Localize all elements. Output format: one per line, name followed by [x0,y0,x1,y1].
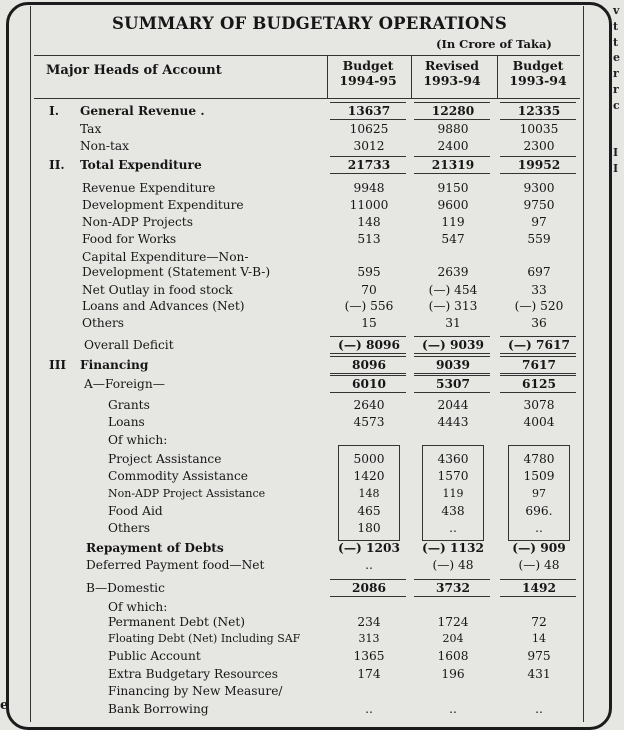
value-cell: 9880 [437,122,469,136]
table-row [0,397,624,413]
margin-letter: I [613,161,619,175]
value-cell: 9300 [523,181,555,195]
margin-letter: t [613,35,619,49]
value-cell: 2400 [437,139,469,153]
table-row [0,337,624,353]
table-row [0,599,624,615]
value-cell: 174 [357,667,381,681]
value-cell: (—) 313 [428,299,478,313]
value-cell: 119 [442,487,464,500]
value-cell: 975 [527,649,551,663]
table-row [0,180,624,196]
value-cell: 697 [527,265,551,279]
row-label: Floating Debt (Net) Including SAF [108,632,301,645]
value-cell: 5000 [353,452,385,466]
table-row [0,666,624,682]
value-cell: .. [535,521,543,535]
value-cell: .. [365,558,373,572]
value-cell: 2086 [352,581,386,595]
row-label: A—Foreign— [84,377,165,391]
value-cell: 9600 [437,198,469,212]
header-col-budget-1993-94: Budget 1993-94 [509,58,567,88]
value-cell: 12280 [431,104,475,118]
value-cell: 4004 [523,415,555,429]
row-label: Financing [80,358,149,372]
value-cell: 2044 [437,398,469,412]
value-cell: 21319 [431,158,475,172]
table-row [0,580,624,596]
value-cell: .. [449,521,457,535]
header-top-rule [34,55,580,56]
value-cell: 13637 [347,104,391,118]
value-cell: 148 [358,487,380,500]
value-cell: (—) 1203 [338,541,400,555]
row-label: Overall Deficit [84,338,174,352]
row-label: Bank Borrowing [108,702,209,716]
value-cell: (—) 7617 [508,338,570,352]
value-cell: 21733 [347,158,391,172]
value-cell: 431 [527,667,551,681]
table-row [0,282,624,298]
value-cell: 204 [442,632,464,645]
row-numeral: I. [49,104,59,118]
value-cell: (—) 48 [432,558,474,572]
table-row [0,298,624,314]
value-cell: 33 [531,283,547,297]
value-cell: (—) 556 [344,299,394,313]
row-numeral: II. [49,158,65,172]
value-cell: 547 [441,232,465,246]
value-cell: 1365 [353,649,385,663]
value-cell: 4573 [353,415,385,429]
table-row [0,701,624,717]
value-cell: 196 [441,667,465,681]
table-row [0,357,624,373]
value-cell: (—) 48 [518,558,560,572]
row-label: Extra Budgetary Resources [108,667,278,681]
value-cell: 6010 [352,377,386,391]
table-row [0,557,624,573]
value-cell: 3732 [436,581,470,595]
value-cell: 10035 [519,122,559,136]
table-row [0,683,624,699]
row-label: Loans and Advances (Net) [82,299,245,313]
value-cell: 4443 [437,415,469,429]
margin-letter: r [613,67,619,81]
value-cell: 559 [527,232,551,246]
table-row [0,264,624,280]
value-cell: 9039 [436,358,470,372]
value-cell: .. [365,702,373,716]
page-title: SUMMARY OF BUDGETARY OPERATIONS [112,14,507,33]
value-cell: 1492 [522,581,556,595]
row-label: Development Expenditure [82,198,244,212]
value-cell: 70 [361,283,377,297]
table-row [0,231,624,247]
unit-note: (In Crore of Taka) [436,37,552,51]
value-cell: (—) 454 [428,283,478,297]
row-label: Revenue Expenditure [82,181,216,195]
value-cell: 2640 [353,398,385,412]
table-row [0,249,624,265]
row-label: Capital Expenditure—Non- [82,250,249,264]
value-cell: 696. [525,504,553,518]
value-cell: 1608 [437,649,469,663]
table-row [0,315,624,331]
margin-letter: I [613,146,619,160]
table-row [0,103,624,119]
value-cell: 438 [441,504,465,518]
value-cell: 72 [531,615,547,629]
value-cell: 14 [532,632,546,645]
value-cell: 234 [357,615,381,629]
row-label: Financing by New Measure/ [108,684,283,698]
margin-letter: e [613,51,620,65]
value-cell: (—) 909 [512,541,566,555]
row-numeral: III [49,358,67,372]
value-cell: 513 [357,232,381,246]
value-cell: 97 [532,487,546,500]
value-cell: .. [535,702,543,716]
margin-letter: r [613,82,619,96]
table-row [0,648,624,664]
value-cell: 11000 [349,198,389,212]
table-row [0,520,624,536]
value-cell: (—) 520 [514,299,564,313]
row-label: Deferred Payment food—Net [86,558,265,572]
row-label: Repayment of Debts [86,541,224,555]
value-cell: 31 [445,316,461,330]
value-cell: 2300 [523,139,555,153]
table-row [0,540,624,556]
row-label: General Revenue . [80,104,205,118]
value-cell: 465 [357,504,381,518]
value-cell: 3078 [523,398,555,412]
value-cell: 10625 [349,122,389,136]
value-cell: 9948 [353,181,385,195]
row-label: Non-tax [80,139,130,153]
value-cell: 180 [357,521,381,535]
margin-letter: v [613,4,620,17]
value-cell: 148 [357,215,381,229]
table-row [0,197,624,213]
row-label: Permanent Debt (Net) [108,615,246,629]
table-row [0,214,624,230]
row-label: Loans [108,415,145,429]
value-cell: (—) 9039 [422,338,484,352]
table-row [0,631,624,647]
value-cell: 19952 [517,158,561,172]
value-cell: 97 [531,215,547,229]
value-cell: 595 [357,265,381,279]
left-margin-mark: e [0,698,9,713]
table-row [0,376,624,392]
row-label-suffix: . [196,104,205,118]
table-row [0,503,624,519]
value-cell: 6125 [522,377,556,391]
value-cell: 313 [358,632,380,645]
row-label: Non-ADP Project Assistance [108,487,266,500]
margin-letter: t [613,19,619,33]
row-label: Others [82,316,125,330]
row-label: B—Domestic [86,581,165,595]
value-cell: 7617 [522,358,556,372]
value-cell: .. [449,702,457,716]
row-label: Commodity Assistance [108,469,248,483]
header-major-heads: Major Heads of Account [46,63,222,78]
row-label: Net Outlay in food stock [82,283,233,297]
value-cell: 1420 [353,469,385,483]
table-row [0,121,624,137]
row-label: Of which: [108,433,168,447]
table-row [0,486,624,502]
row-label: Development (Statement V-B-) [82,265,271,279]
value-cell: 2639 [437,265,469,279]
row-label: Non-ADP Projects [82,215,193,229]
value-cell: (—) 1132 [422,541,484,555]
value-cell: 36 [531,316,547,330]
row-label: Grants [108,398,150,412]
value-cell: 4780 [523,452,555,466]
table-row [0,414,624,430]
row-label: Project Assistance [108,452,222,466]
table-row [0,432,624,448]
row-label: Public Account [108,649,201,663]
value-cell: 1509 [523,469,555,483]
header-bottom-rule [34,98,580,99]
value-cell: 5307 [436,377,470,391]
table-row [0,138,624,154]
value-cell: (—) 8096 [338,338,400,352]
row-label: Tax [80,122,102,136]
row-label: Food Aid [108,504,163,518]
value-cell: 3012 [353,139,385,153]
value-cell: 4360 [437,452,469,466]
value-cell: 9750 [523,198,555,212]
table-row [0,451,624,467]
value-cell: 8096 [352,358,386,372]
table-row [0,614,624,630]
header-col-budget-1994-95: Budget 1994-95 [339,58,397,88]
value-cell: 12335 [517,104,561,118]
table-row [0,157,624,173]
value-cell: 1724 [437,615,469,629]
margin-letter: c [613,98,620,112]
row-label: Total Expenditure [80,158,202,172]
value-cell: 119 [441,215,465,229]
row-label: Of which: [108,600,168,614]
value-cell: 9150 [437,181,469,195]
value-cell: 15 [361,316,377,330]
header-col-revised-1993-94: Revised 1993-94 [423,58,481,88]
table-row [0,468,624,484]
value-cell: 1570 [437,469,469,483]
row-label: Others [108,521,151,535]
row-label: Food for Works [82,232,177,246]
